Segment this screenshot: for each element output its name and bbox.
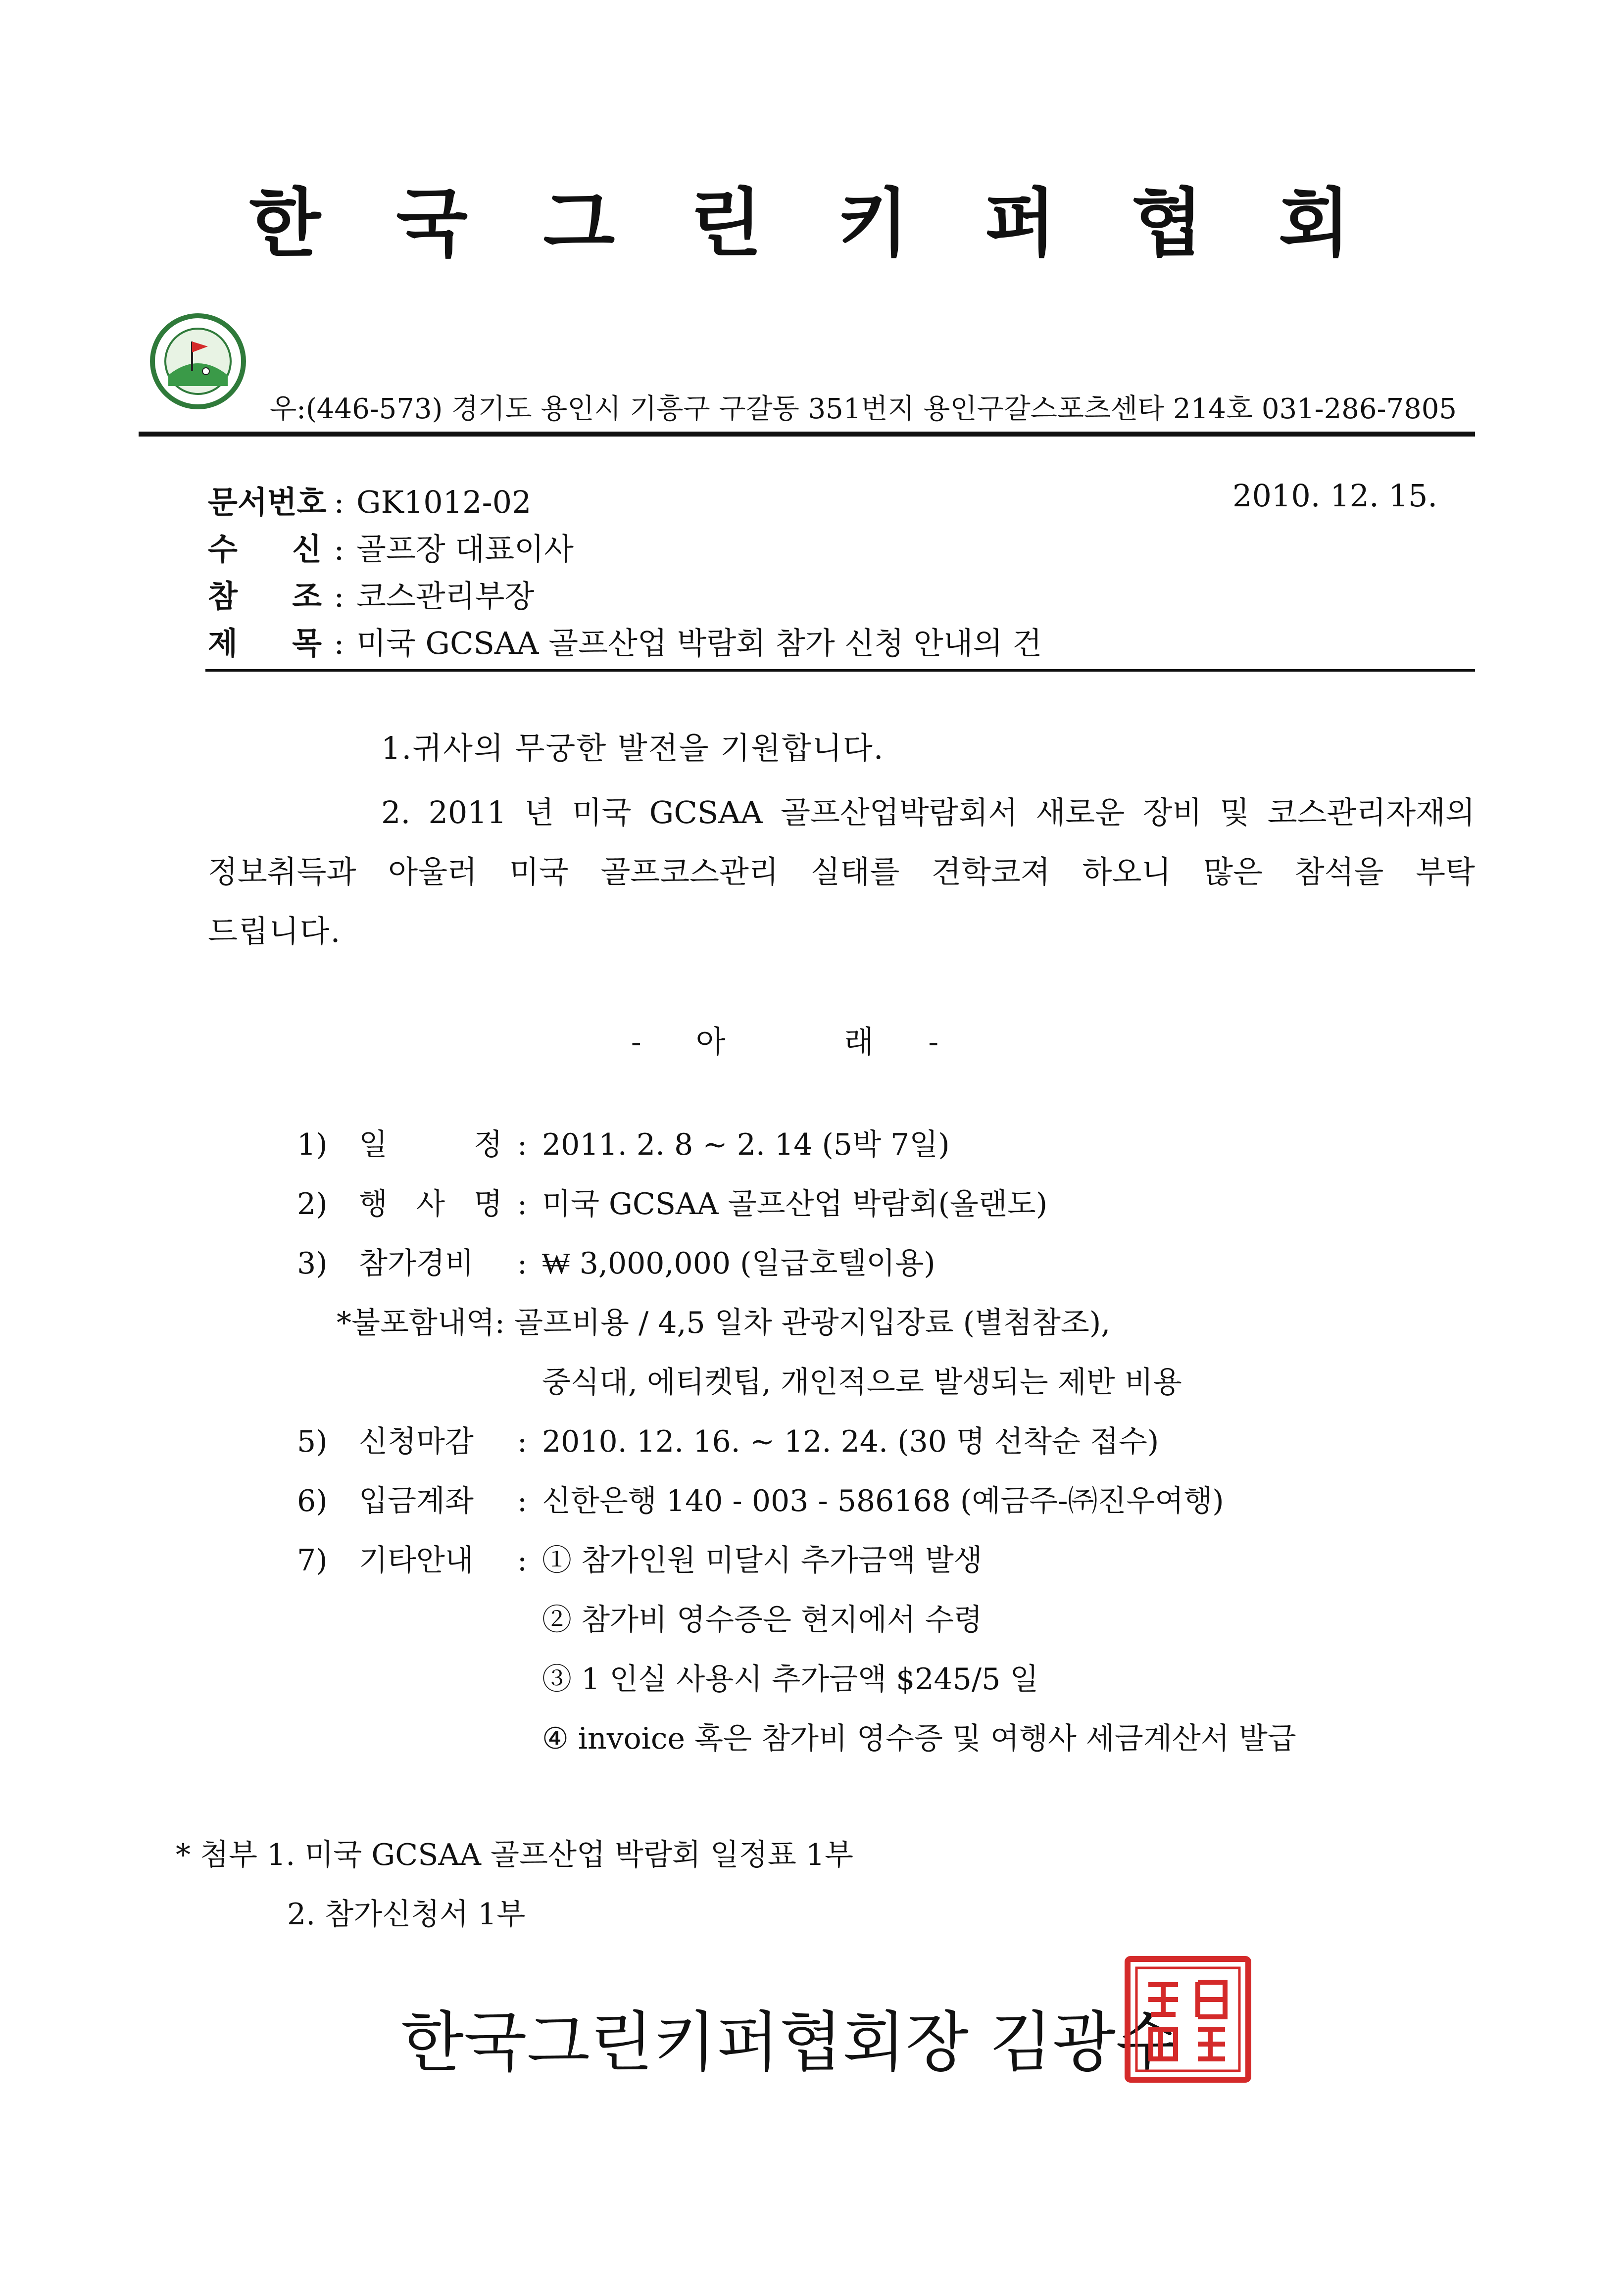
item-value: 2011. 2. 8 ~ 2. 14 (5박 7일) [542,1127,950,1162]
other-note-3: ③ 1 인실 사용시 추가금액 $245/5 일 [542,1662,1039,1697]
item-value: 미국 GCSAA 골프산업 박람회(올랜도) [542,1187,1048,1221]
recipient-row [208,525,574,569]
colon: : [334,484,344,520]
body-line-3: 드립니다. [208,913,342,949]
list-item [297,1418,1159,1461]
colon: : [517,1187,528,1221]
item-number: 2) [297,1187,328,1221]
colon: : [517,1543,528,1578]
doc-date: 2010. 12. 15. [1232,478,1438,514]
subject-label: 제 목 [208,625,322,661]
header-divider [139,432,1475,437]
item-value: ₩ 3,000,000 (일급호텔이용) [542,1246,935,1281]
colon: : [517,1484,528,1518]
doc-number-value: GK1012-02 [356,484,532,520]
exclusions-line-1: *불포함내역: 골프비용 / 4,5 일차 관광지입장료 (별첨참조), [337,1306,1111,1340]
subject-value: 미국 GCSAA 골프산업 박람회 참가 신청 안내의 건 [356,625,1042,661]
body-line-1: 2. 2011 년 미국 GCSAA 골프산업박람회서 새로운 장비 및 코스관리자재의 [381,794,1475,830]
colon: : [517,1424,528,1459]
exclusions-line-2: 중식대, 에티켓팁, 개인적으로 발생되는 제반 비용 [542,1365,1182,1400]
item-value: ① 참가인원 미달시 추가금액 발생 [542,1543,983,1578]
reference-label: 참 조 [208,578,322,614]
doc-number-row [208,478,531,522]
list-item [297,1240,935,1282]
attachment-line-1: * 첨부 1. 미국 GCSAA 골프산업 박람회 일정표 1부 [176,1838,853,1872]
colon: : [334,531,344,567]
item-number: 3) [297,1246,328,1281]
colon: : [334,625,344,661]
doc-number-label: 문서번호 [208,484,327,520]
red-official-seal-icon [1124,1955,1252,2084]
item-label: 행 사 명 [359,1187,502,1221]
signer-name: 한국그린키퍼협회장 김광수 [400,2004,1179,2081]
item-value: 2010. 12. 16. ~ 12. 24. (30 명 선착순 접수) [542,1424,1159,1459]
item-number: 5) [297,1424,328,1459]
reference-row [208,572,534,616]
other-note-4: ④ invoice 혹은 참가비 영수증 및 여행사 세금계산서 발급 [542,1721,1296,1756]
subject-row [208,619,1042,663]
item-label: 입금계좌 [359,1484,474,1518]
recipient-label: 수 신 [208,531,322,567]
golf-association-logo-icon [148,312,247,411]
body-line-2: 정보취득과 아울러 미국 골프코스관리 실태를 견학코져 하오니 많은 참석을 부탁 [208,854,1475,890]
colon: : [517,1127,528,1162]
colon: : [334,578,344,614]
notice-heading: -아 래- [631,1024,993,1060]
reference-value: 코스관리부장 [356,578,535,614]
recipient-value: 골프장 대표이사 [356,531,574,567]
meta-divider [205,669,1475,672]
item-label: 신청마감 [359,1424,474,1459]
colon: : [517,1246,528,1281]
attachment-line-2: 2. 참가신청서 1부 [287,1897,526,1932]
item-number: 1) [297,1127,328,1162]
other-note-2: ② 참가비 영수증은 현지에서 수령 [542,1603,983,1637]
list-item [297,1121,950,1164]
item-number: 6) [297,1484,328,1518]
item-label: 일 정 [359,1127,502,1162]
item-number: 7) [297,1543,328,1578]
item-value: 신한은행 140 - 003 - 586168 (예금주-㈜진우여행) [542,1484,1224,1518]
item-label: 참가경비 [359,1246,474,1281]
list-item [297,1477,1224,1520]
item-label: 기타안내 [359,1543,474,1578]
list-item [297,1180,1047,1223]
org-title: 한 국 그 린 키 퍼 협 회 [249,180,1375,267]
address-line: 우:(446-573) 경기도 용인시 기흥구 구갈동 351번지 용인구갈스포츠센타 214호 031-286-7805 [270,393,1457,425]
greeting-paragraph: 1.귀사의 무궁한 발전을 기원합니다. [381,730,885,766]
list-item [297,1537,983,1579]
